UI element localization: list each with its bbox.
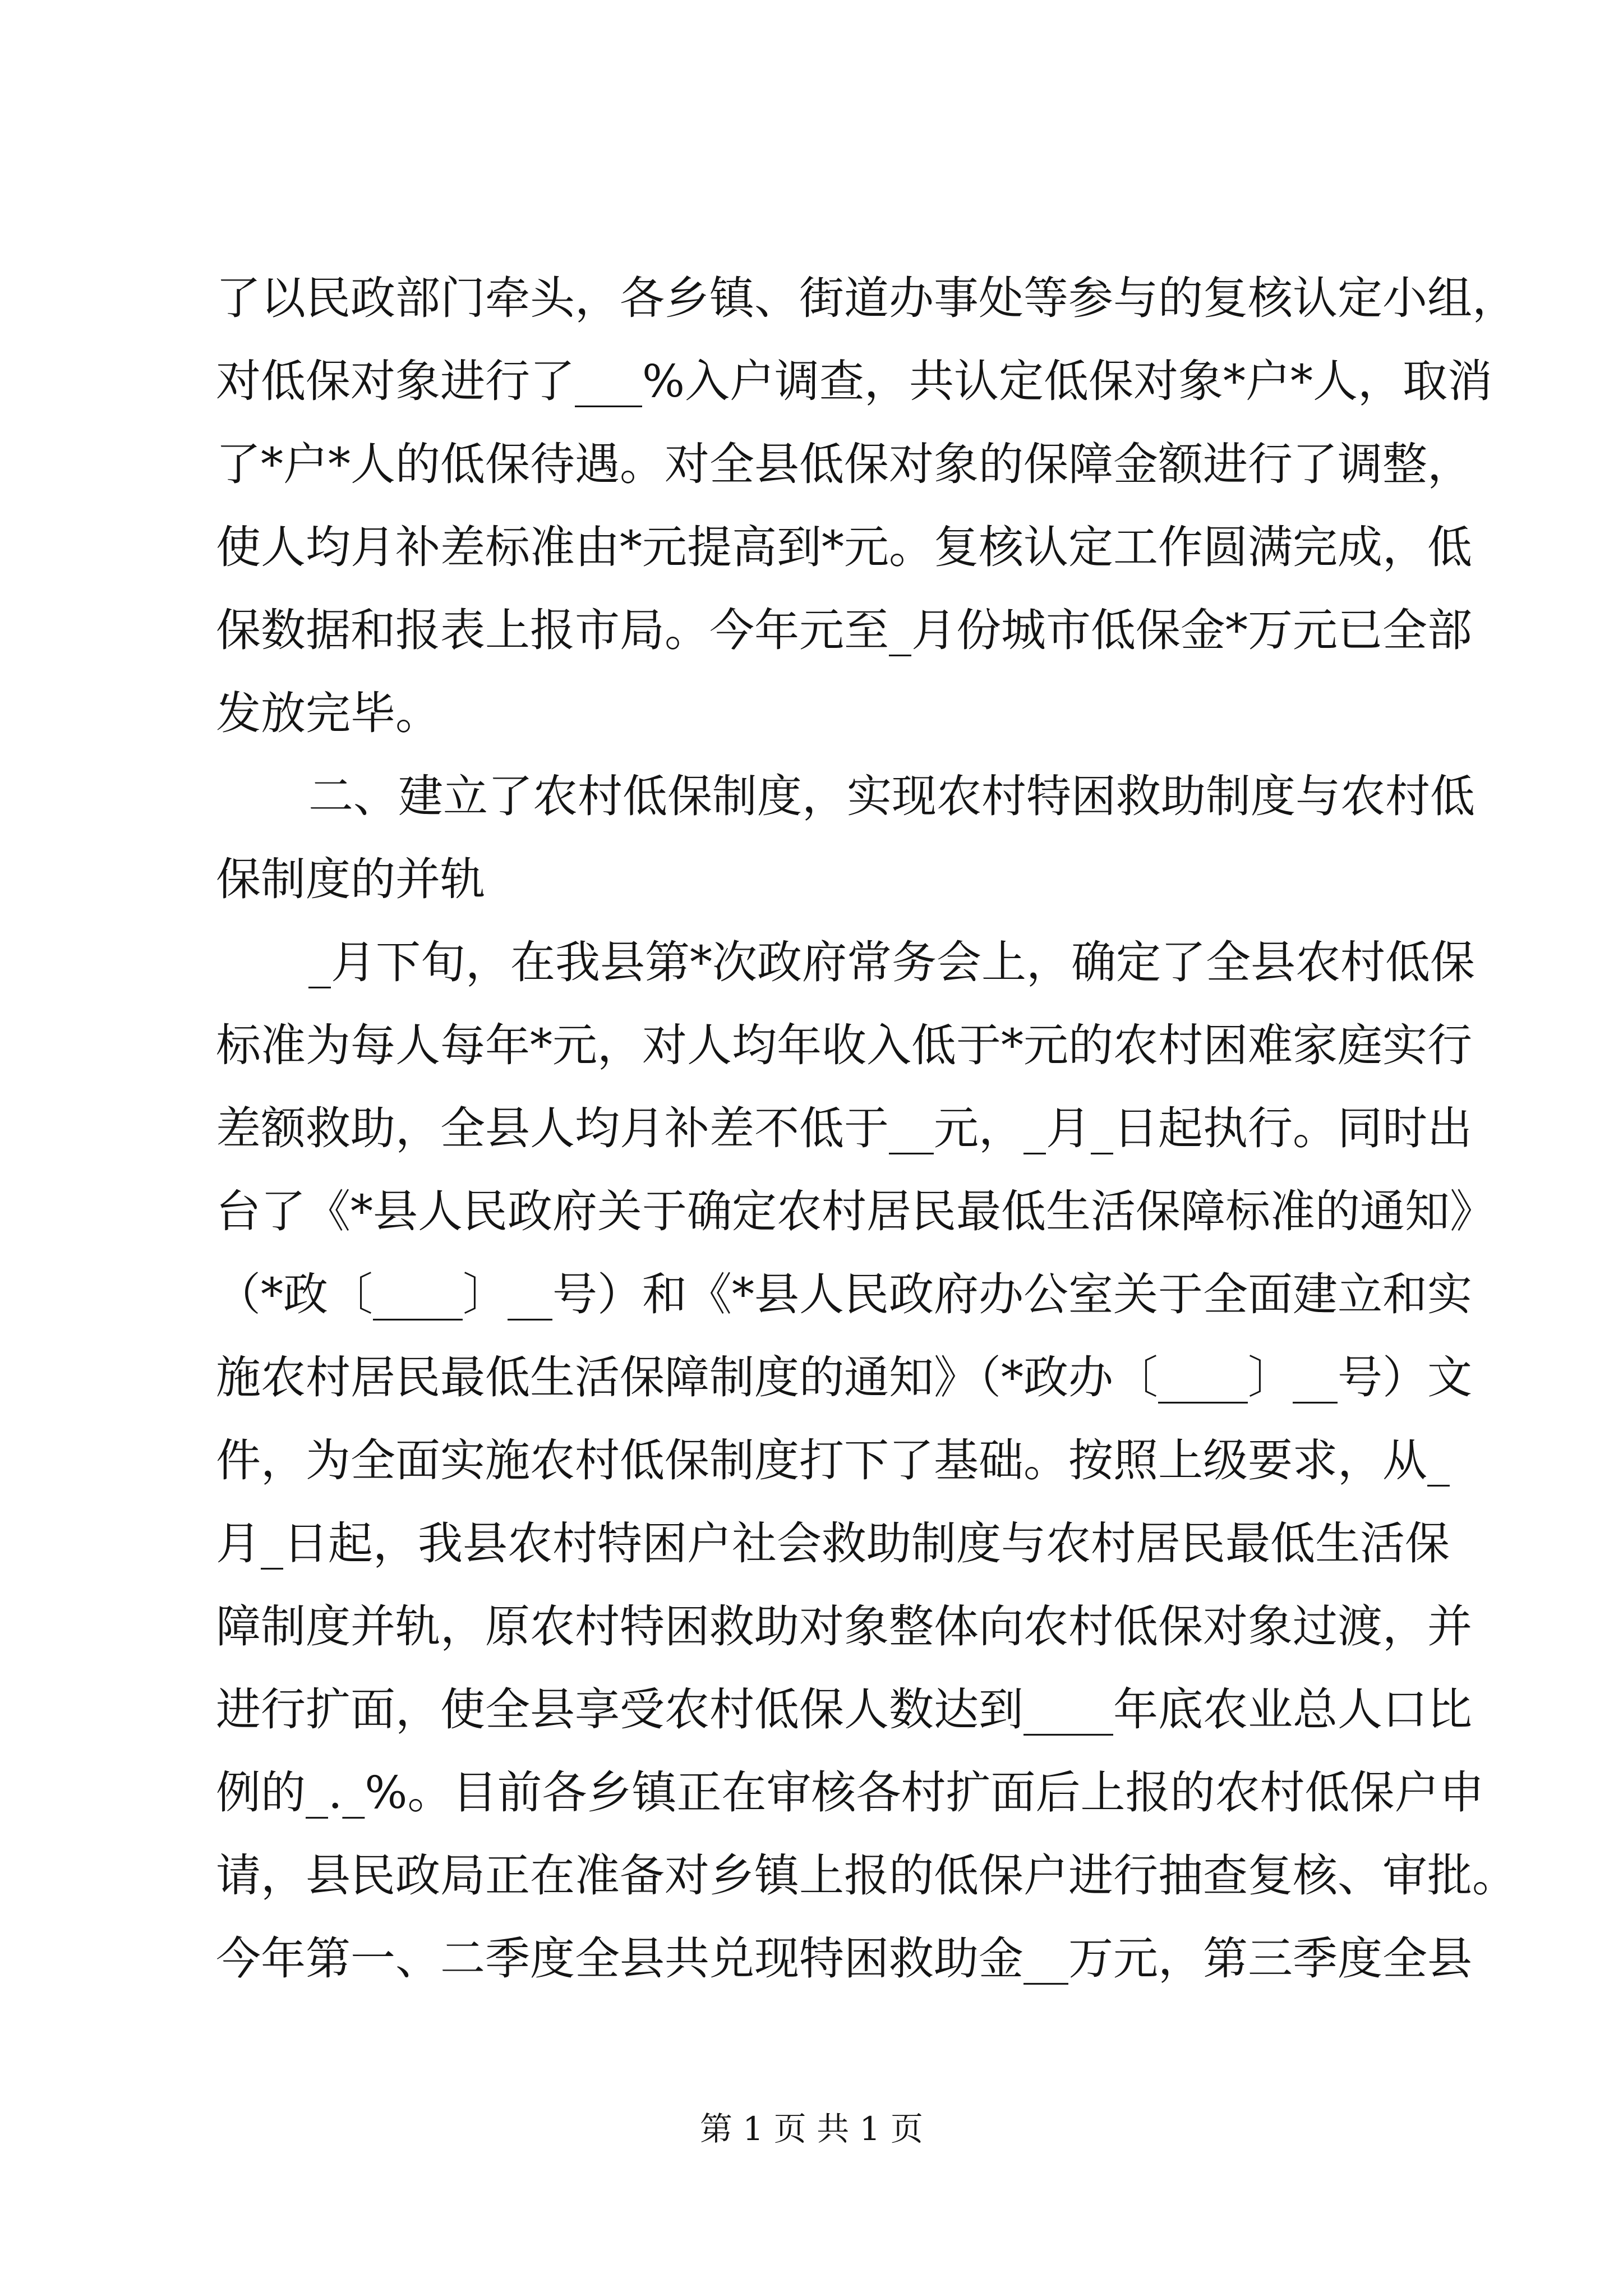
text-line: _月下旬，在我县第*次政府常务会上，确定了全县农村低保: [308, 936, 1475, 988]
text-line: 台了《*县人民政府关于确定农村居民最低生活保障标准的通知》: [216, 1185, 1495, 1237]
document-body: [216, 257, 1517, 2000]
text-line: 进行扩面，使全县享受农村低保人数达到____年底农业总人口比: [216, 1683, 1472, 1736]
text-line: 例的_._%。目前各乡镇正在审核各村扩面后上报的农村低保户申: [216, 1766, 1484, 1819]
text-line: 了*户*人的低保待遇。对全县低保对象的保障金额进行了调整，: [216, 438, 1472, 490]
text-line: 施农村居民最低生活保障制度的通知》（*政办〔____〕__号）文: [216, 1351, 1472, 1404]
text-line: （*政〔____〕__号）和《*县人民政府办公室关于全面建立和实: [216, 1268, 1472, 1320]
section-heading-continued: 保制度的并轨: [216, 853, 485, 905]
text-line: 发放完毕。: [216, 687, 440, 739]
text-line: 请，县民政局正在准备对乡镇上报的低保户进行抽查复核、审批。: [216, 1849, 1517, 1902]
text-line: 标准为每人每年*元，对人均年收入低于*元的农村困难家庭实行: [216, 1019, 1472, 1071]
text-line: 使人均月补差标准由*元提高到*元。复核认定工作圆满完成，低: [216, 521, 1472, 573]
text-line: 对低保对象进行了___%入户调查，共认定低保对象*户*人，取消: [216, 355, 1493, 407]
text-line: 保数据和报表上报市局。今年元至_月份城市低保金*万元已全部: [216, 604, 1472, 656]
page-number-label: 第 1 页 共 1 页: [700, 2110, 923, 2148]
text-line: 了以民政部门牵头，各乡镇、街道办事处等参与的复核认定小组，: [216, 272, 1517, 324]
section-heading: 二、建立了农村低保制度，实现农村特困救助制度与农村低: [308, 770, 1475, 822]
text-line: 件，为全面实施农村低保制度打下了基础。按照上级要求，从_: [216, 1434, 1450, 1487]
text-line: 障制度并轨，原农村特困救助对象整体向农村低保对象过渡，并: [216, 1600, 1472, 1653]
text-line: 月_日起，我县农村特困户社会救助制度与农村居民最低生活保: [216, 1517, 1450, 1570]
page-footer: [0, 2106, 1623, 2151]
text-line: 今年第一、二季度全县共兑现特困救助金__万元，第三季度全县: [216, 1932, 1472, 1985]
text-line: 差额救助，全县人均月补差不低于__元，_月_日起执行。同时出: [216, 1102, 1472, 1154]
